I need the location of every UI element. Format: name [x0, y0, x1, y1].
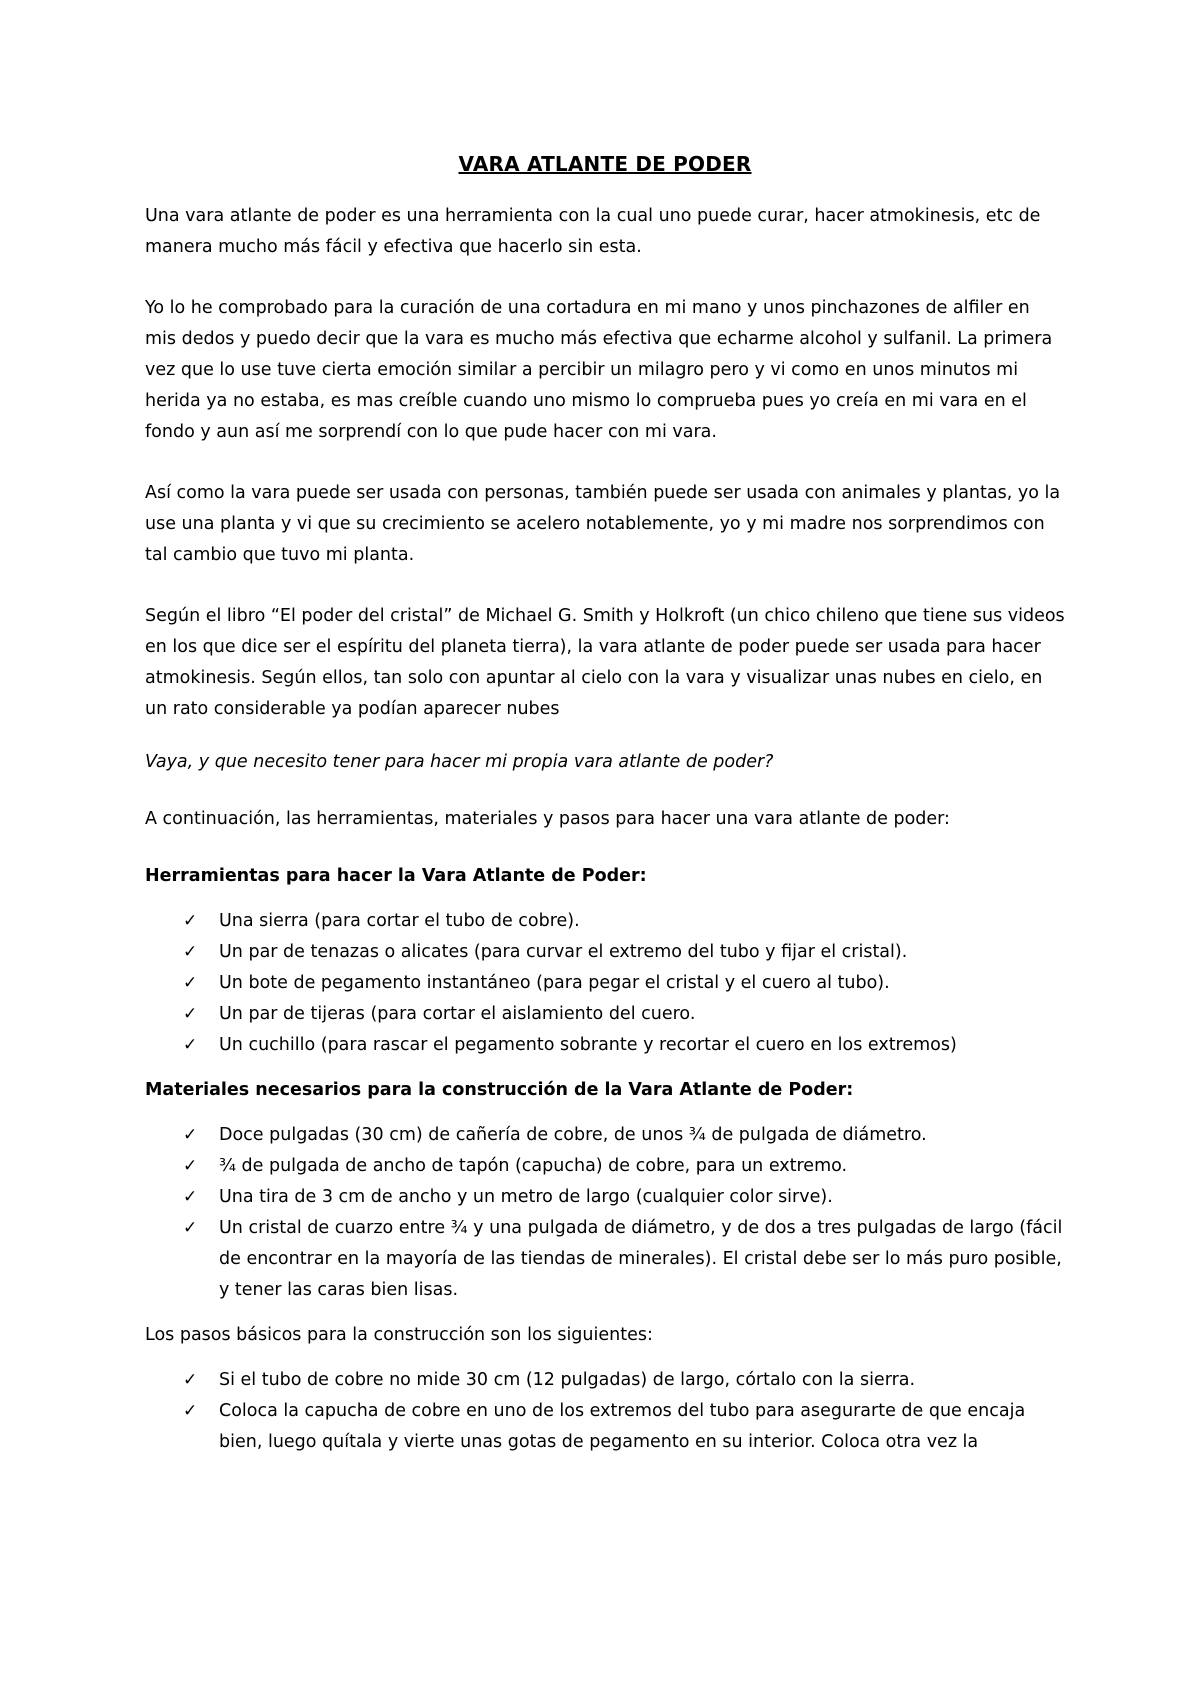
list-item: [145, 999, 1065, 1030]
checkmark-icon: ✓: [183, 1156, 198, 1176]
checkmark-icon: ✓: [183, 911, 198, 931]
checkmark-icon: ✓: [183, 973, 198, 993]
list-item-text: Una sierra (para cortar el tubo de cobre).: [219, 911, 580, 931]
list-item: [145, 1030, 1065, 1061]
materials-heading: Materiales necesarios para la construcción de la Vara Atlante de Poder:: [145, 1080, 854, 1100]
tools-heading: Herramientas para hacer la Vara Atlante de Poder:: [145, 866, 647, 886]
list-item-text: Coloca la capucha de cobre en uno de los extremos del tubo para asegurarte de que encaja bien, luego quítala y vierte unas gotas de pegamento en su interior. Coloca otra vez la: [219, 1401, 1026, 1452]
paragraph-book: Según el libro “El poder del cristal” de Michael G. Smith y Holkroft (un chico chileno que tiene sus videos en los que dice ser el espíritu del planeta tierra), la vara atlante de poder puede ser usada para hacer atmokinesis. Según ellos, tan solo con apuntar al cielo con la vara y visualizar unas nubes en cielo, en un rato considerable ya podían aparecer nubes: [145, 606, 1065, 719]
checkmark-icon: ✓: [183, 1401, 198, 1421]
checkmark-icon: ✓: [183, 1035, 198, 1055]
steps-list: [145, 1365, 1065, 1458]
intro-list-text: A continuación, las herramientas, materiales y pasos para hacer una vara atlante de poder:: [145, 809, 950, 829]
list-item: [145, 1396, 1065, 1458]
list-item: [145, 1182, 1065, 1213]
checkmark-icon: ✓: [183, 942, 198, 962]
document-page: [145, 150, 1065, 1472]
list-item-text: ¾ de pulgada de ancho de tapón (capucha) de cobre, para un extremo.: [219, 1156, 848, 1176]
list-item-text: Un cristal de cuarzo entre ¾ y una pulgada de diámetro, y de dos a tres pulgadas de largo (fácil de encontrar en la mayoría de las tiendas de minerales). El cristal debe ser lo más puro posible, y tener las caras bien lisas.: [219, 1218, 1063, 1300]
list-item: [145, 1213, 1065, 1306]
checkmark-icon: ✓: [183, 1004, 198, 1024]
materials-list: [145, 1120, 1065, 1306]
checkmark-icon: ✓: [183, 1370, 198, 1390]
list-item: [145, 906, 1065, 937]
steps-intro: Los pasos básicos para la construcción son los siguientes:: [145, 1325, 653, 1345]
paragraph-plants: Así como la vara puede ser usada con personas, también puede ser usada con animales y plantas, yo la use una planta y vi que su crecimiento se acelero notablemente, yo y mi madre nos sorprendimos con tal cambio que tuvo mi planta.: [145, 483, 1061, 565]
list-item: [145, 968, 1065, 999]
list-item: [145, 1151, 1065, 1182]
checkmark-icon: ✓: [183, 1218, 198, 1238]
list-item: [145, 937, 1065, 968]
tools-list: [145, 906, 1065, 1061]
list-item-text: Un par de tijeras (para cortar el aislamiento del cuero.: [219, 1004, 696, 1024]
question-text: Vaya, y que necesito tener para hacer mi propia vara atlante de poder?: [145, 752, 774, 772]
document-title: VARA ATLANTE DE PODER: [458, 152, 752, 176]
list-item-text: Un cuchillo (para rascar el pegamento sobrante y recortar el cuero en los extremos): [219, 1035, 957, 1055]
list-item: [145, 1365, 1065, 1396]
list-item-text: Un par de tenazas o alicates (para curvar el extremo del tubo y fijar el cristal).: [219, 942, 908, 962]
paragraph-intro: Una vara atlante de poder es una herramienta con la cual uno puede curar, hacer atmokinesis, etc de manera mucho más fácil y efectiva que hacerlo sin esta.: [145, 206, 1041, 257]
list-item: [145, 1120, 1065, 1151]
list-item-text: Una tira de 3 cm de ancho y un metro de largo (cualquier color sirve).: [219, 1187, 833, 1207]
list-item-text: Doce pulgadas (30 cm) de cañería de cobre, de unos ¾ de pulgada de diámetro.: [219, 1125, 927, 1145]
list-item-text: Si el tubo de cobre no mide 30 cm (12 pulgadas) de largo, córtalo con la sierra.: [219, 1370, 916, 1390]
checkmark-icon: ✓: [183, 1187, 198, 1207]
paragraph-experience: Yo lo he comprobado para la curación de una cortadura en mi mano y unos pinchazones de alfiler en mis dedos y puedo decir que la vara es mucho más efectiva que echarme alcohol y sulfanil. La primera vez que lo use tuve cierta emoción similar a percibir un milagro pero y vi como en unos minutos mi herida ya no estaba, es mas creíble cuando uno mismo lo comprueba pues yo creía en mi vara en el fondo y aun así me sorprendí con lo que pude hacer con mi vara.: [145, 298, 1053, 442]
checkmark-icon: ✓: [183, 1125, 198, 1145]
list-item-text: Un bote de pegamento instantáneo (para pegar el cristal y el cuero al tubo).: [219, 973, 890, 993]
